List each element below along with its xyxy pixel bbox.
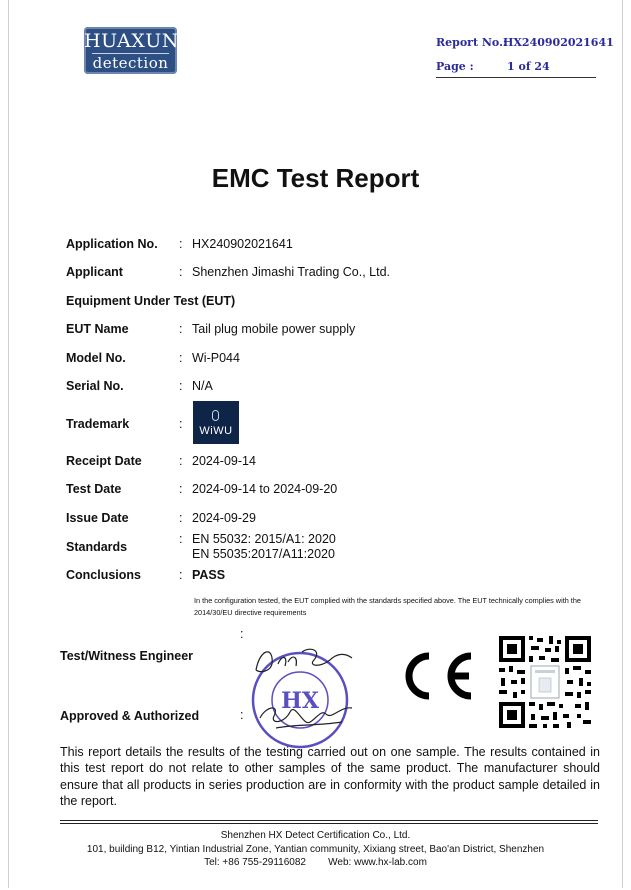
engineer-label: Test/Witness Engineer — [60, 649, 194, 663]
logo-line2: detection — [92, 54, 169, 72]
standards-value-1: EN 55032: 2015/A1: 2020 — [192, 532, 336, 546]
page-title: EMC Test Report — [211, 163, 420, 193]
applicant-label: Applicant — [66, 265, 123, 279]
test-date-label: Test Date — [66, 482, 122, 496]
eut-name-label: EUT Name — [66, 322, 129, 336]
wiwu-logo-text: WiWU — [199, 425, 233, 437]
model-no-label: Model No. — [66, 351, 126, 365]
eut-name-value: Tail plug mobile power supply — [192, 322, 356, 336]
ce-mark-icon — [393, 648, 475, 704]
eut-heading: Equipment Under Test (EUT) — [66, 294, 236, 308]
approved-label: Approved & Authorized — [60, 709, 200, 723]
footer-rule-bottom — [60, 823, 598, 824]
receipt-date-value: 2024-09-14 — [192, 454, 256, 468]
wiwu-trademark-logo — [193, 401, 239, 444]
header-underline — [436, 77, 596, 78]
trademark-label: Trademark — [66, 417, 130, 431]
stamp-center-text: HX — [281, 688, 319, 714]
colon: : — [179, 351, 183, 365]
conclusions-value: PASS — [192, 568, 226, 582]
standards-value-2: EN 55035:2017/A11:2020 — [192, 547, 335, 561]
conclusions-label: Conclusions — [66, 568, 142, 582]
conclusion-note: In the configuration tested, the EUT complied with the standards specified above. The EUT technically complies with the 2014/30/EU directive requirements — [194, 596, 581, 617]
colon: : — [179, 454, 183, 468]
page-label: Page : — [436, 60, 474, 73]
issue-date-label: Issue Date — [66, 511, 129, 525]
wiwu-mark-icon — [212, 410, 219, 421]
colon: : — [179, 568, 183, 582]
issue-date-value: 2024-09-29 — [192, 511, 256, 525]
test-date-value: 2024-09-14 to 2024-09-20 — [192, 482, 338, 496]
applicant-value: Shenzhen Jimashi Trading Co., Ltd. — [192, 265, 391, 279]
application-no-value: HX240902021641 — [192, 237, 293, 251]
colon: : — [179, 322, 183, 336]
report-no-value: HX240902021641 — [503, 36, 614, 49]
colon: : — [179, 379, 183, 393]
colon: : — [179, 532, 183, 546]
colon: : — [179, 237, 183, 251]
approved-signature — [256, 698, 356, 732]
application-no-label: Application No. — [66, 237, 158, 251]
footer-company: Shenzhen HX Detect Certification Co., Ltd. — [220, 830, 411, 841]
page-value: 1 of 24 — [507, 60, 550, 73]
report-no-label: Report No.: — [436, 36, 507, 49]
huaxun-logo — [84, 27, 177, 74]
qr-code-icon — [497, 634, 593, 730]
footer-rule-top — [60, 820, 598, 821]
serial-no-label: Serial No. — [66, 379, 124, 393]
logo-line1: HUAXUN — [84, 30, 179, 52]
colon: : — [179, 511, 183, 525]
model-no-value: Wi-P044 — [192, 351, 240, 365]
colon: : — [179, 417, 183, 431]
receipt-date-label: Receipt Date — [66, 454, 142, 468]
colon: : — [240, 708, 244, 722]
colon: : — [240, 627, 244, 641]
colon: : — [179, 482, 183, 496]
footer-contact: Tel: +86 755-29116082 Web: www.hx-lab.com — [204, 857, 427, 868]
disclaimer-paragraph: This report details the results of the testing carried out on one sample. The results contained in this test report do not relate to other samples of the same product. The manufacturer should ensure that all products in series production are in conformity with the product sample detailed in the report. — [60, 745, 600, 809]
colon: : — [179, 265, 183, 279]
standards-label: Standards — [66, 540, 128, 554]
footer-address: 101, building B12, Yintian Industrial Zone, Yantian community, Xixiang street, Bao'an District, Shenzhen — [86, 844, 545, 855]
engineer-signature — [252, 640, 356, 680]
serial-no-value: N/A — [192, 379, 213, 393]
